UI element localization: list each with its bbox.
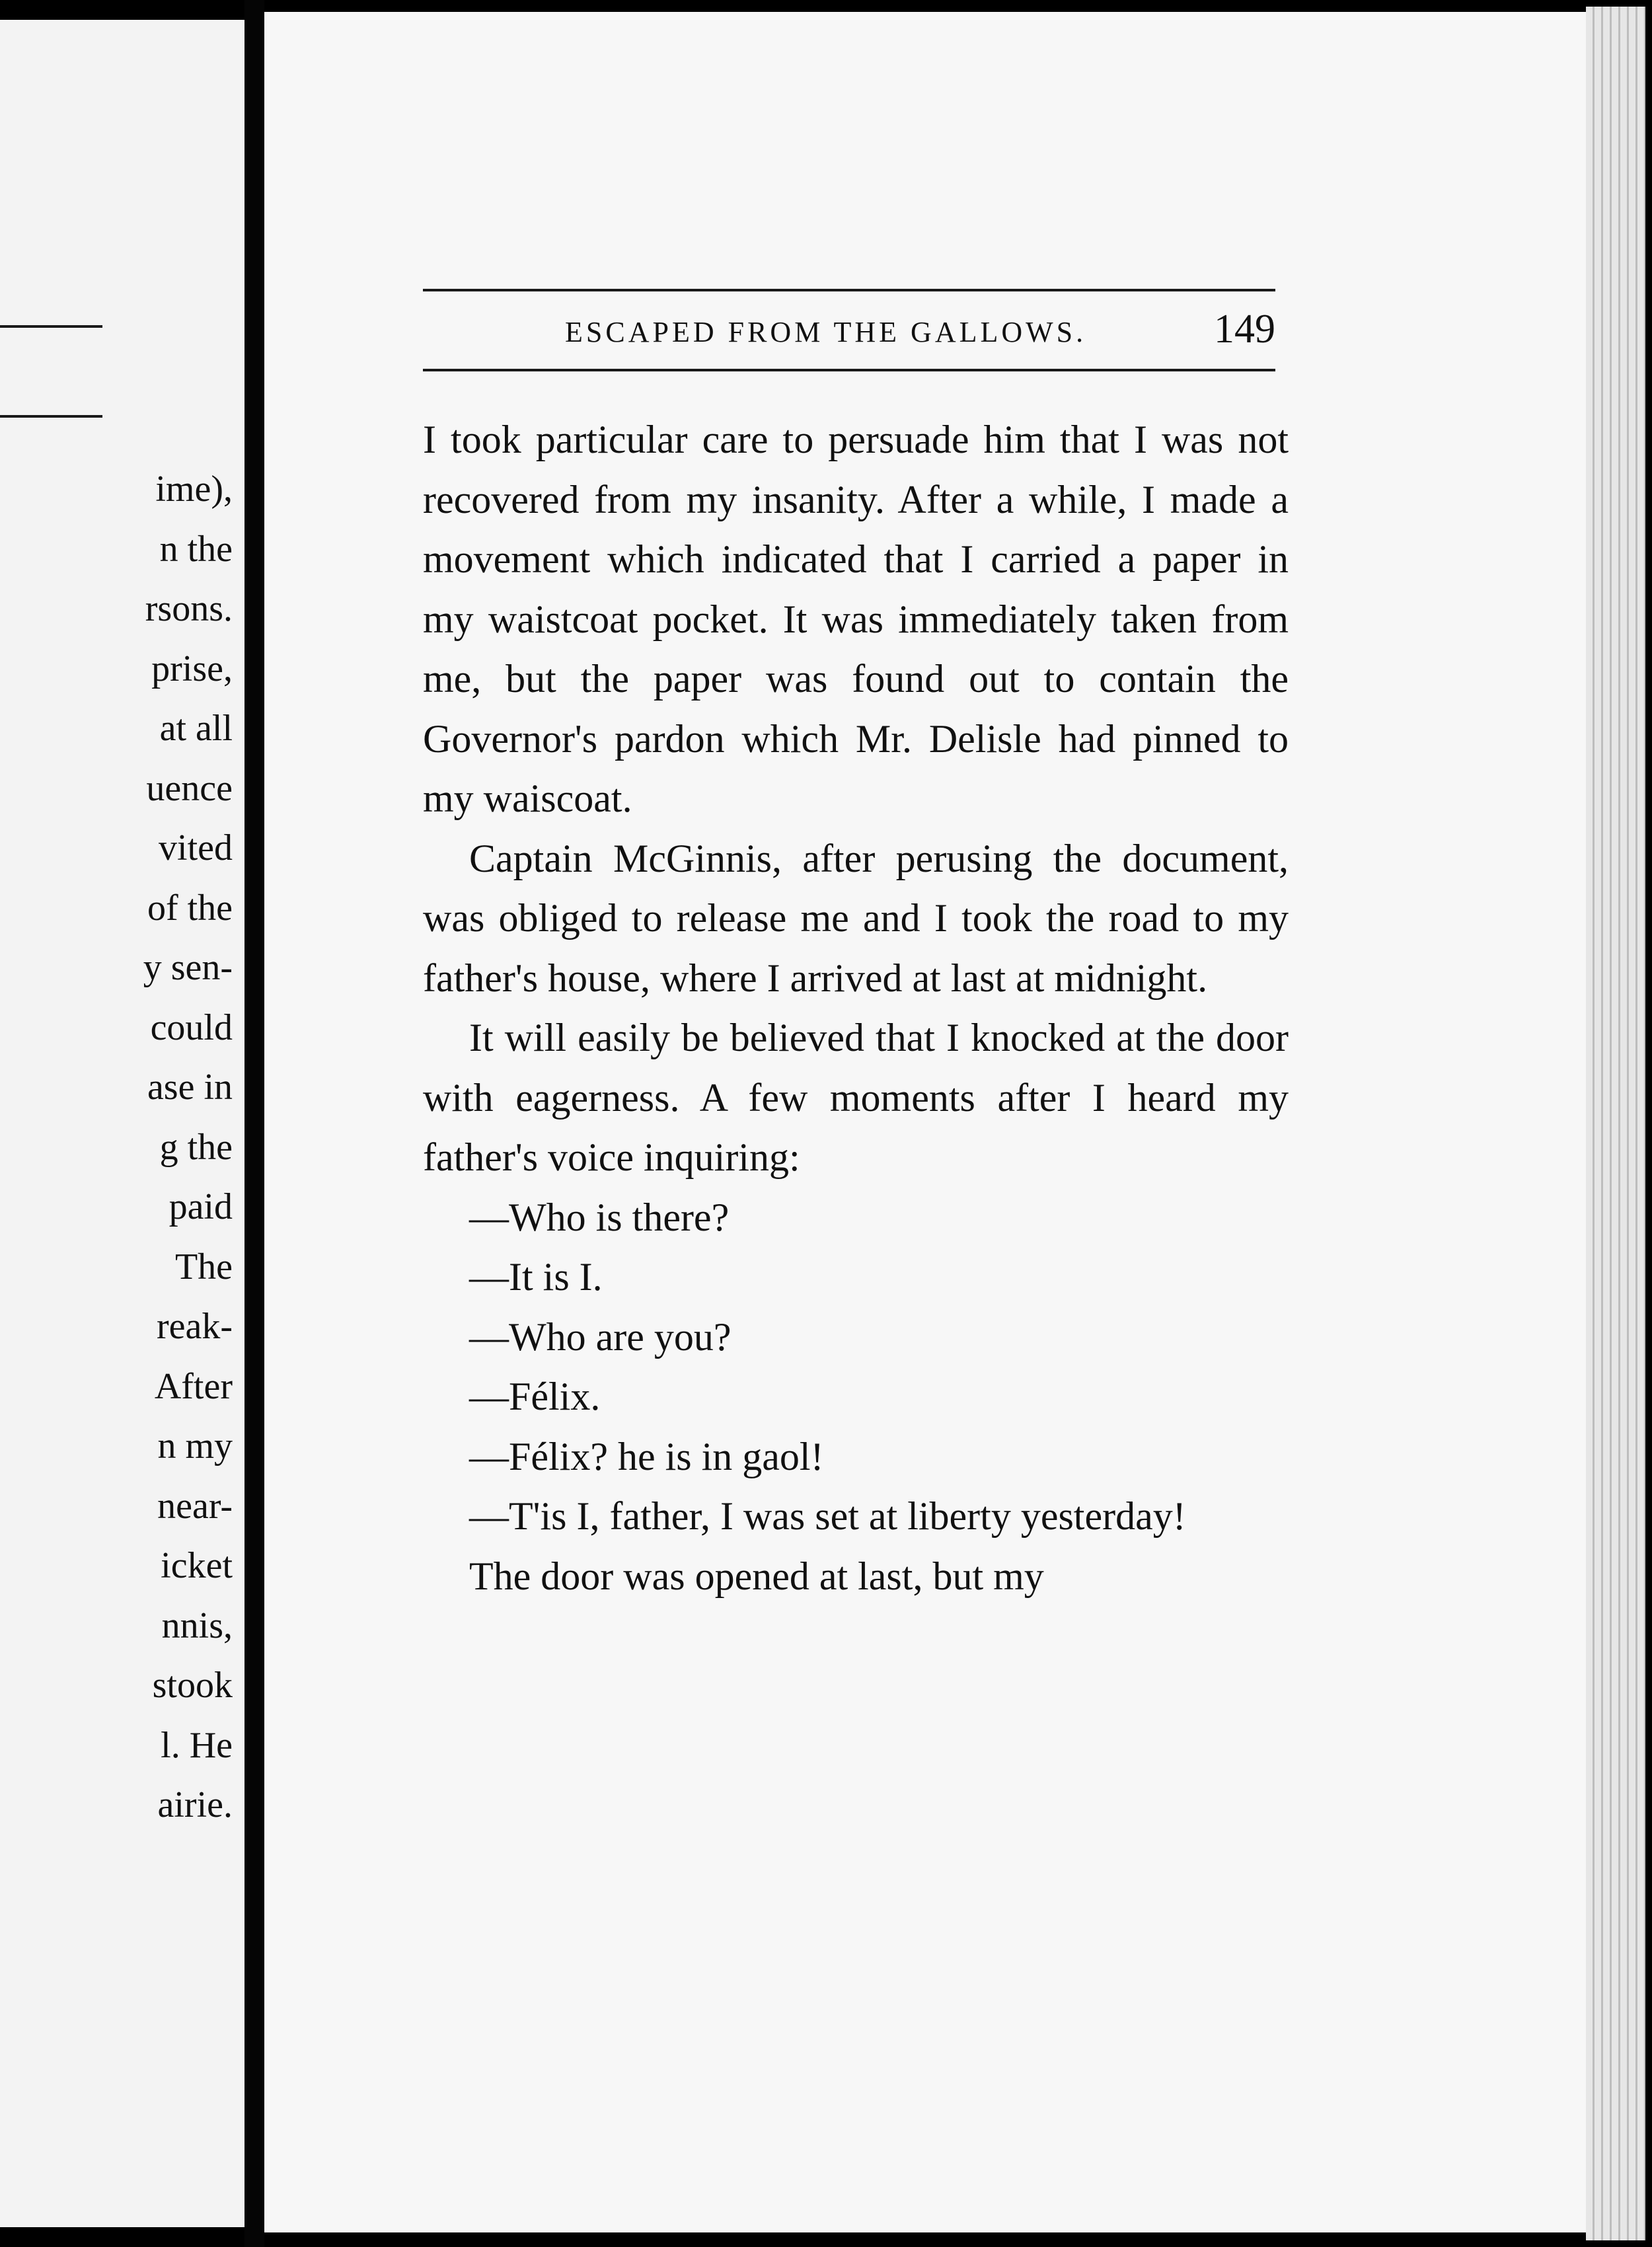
previous-page-line: ase in: [147, 1067, 233, 1108]
previous-page-line: The: [174, 1246, 233, 1287]
header-rule-bottom: [423, 369, 1275, 371]
previous-page-text: [143, 459, 233, 1835]
dialogue-line-6: —T'is I, father, I was set at liberty yesterday!: [469, 1494, 1186, 1538]
previous-page: [0, 20, 244, 2227]
previous-page-line: at all: [159, 708, 233, 749]
previous-page-line: reak-: [156, 1306, 233, 1347]
dialogue-line-2: —It is I.: [469, 1255, 603, 1299]
previous-page-line: of the: [147, 887, 233, 929]
previous-page-line: prise,: [151, 648, 233, 689]
previous-page-line: stook: [152, 1665, 233, 1706]
previous-page-line: paid: [169, 1186, 233, 1227]
page-body: [423, 410, 1289, 1606]
previous-page-line: near-: [157, 1485, 233, 1527]
book-gutter: [244, 0, 264, 2247]
previous-page-line: After: [154, 1365, 233, 1407]
page-header: [423, 274, 1275, 380]
previous-page-line: ime),: [155, 469, 233, 510]
previous-page-line: n my: [157, 1426, 233, 1466]
header-rule-top: [423, 289, 1275, 291]
previous-page-line: could: [150, 1007, 233, 1048]
previous-page-line: l. He: [161, 1724, 233, 1766]
previous-page-line: vited: [159, 827, 233, 868]
paragraph-1: I took particular care to persuade him that I was not recovered from my insanity. After a while, I made a movement which indicated that I carried a paper in my waistcoat pocket. It was immediately taken from me, but the paper was found out to contain the Governor's pardon which Mr. Delisle had pinned to my waiscoat.: [423, 418, 1289, 820]
paragraph-4: The door was opened at last, but my: [469, 1554, 1044, 1598]
previous-page-line: rsons.: [145, 588, 233, 629]
page-number: 149: [1214, 307, 1275, 352]
previous-page-line: uence: [146, 767, 233, 809]
running-head: ESCAPED FROM THE GALLOWS.: [565, 316, 1087, 348]
previous-page-line: icket: [161, 1545, 233, 1586]
previous-page-line: nnis,: [161, 1605, 233, 1646]
dialogue-line-3: —Who are you?: [469, 1314, 732, 1359]
dialogue-line-5: —Félix? he is in gaol!: [469, 1434, 824, 1478]
page-edges: [1586, 7, 1645, 2240]
left-header-rule-top: [0, 325, 102, 328]
previous-page-line: n the: [159, 528, 233, 570]
previous-page-line: airie.: [157, 1784, 233, 1825]
left-header-rule-bottom: [0, 415, 102, 418]
previous-page-line: y sen-: [143, 947, 233, 988]
previous-page-line: g the: [159, 1126, 233, 1168]
dialogue-line-1: —Who is there?: [469, 1195, 730, 1239]
paragraph-3: It will easily be believed that I knocked at the door with eagerness. A few moments after I heard my father's voice inquiring:: [423, 1016, 1289, 1179]
dialogue-line-4: —Félix.: [469, 1375, 601, 1418]
paragraph-2: Captain McGinnis, after perusing the document, was obliged to release me and I took the road to my father's house, where I arrived at last at midnight.: [423, 836, 1289, 1000]
